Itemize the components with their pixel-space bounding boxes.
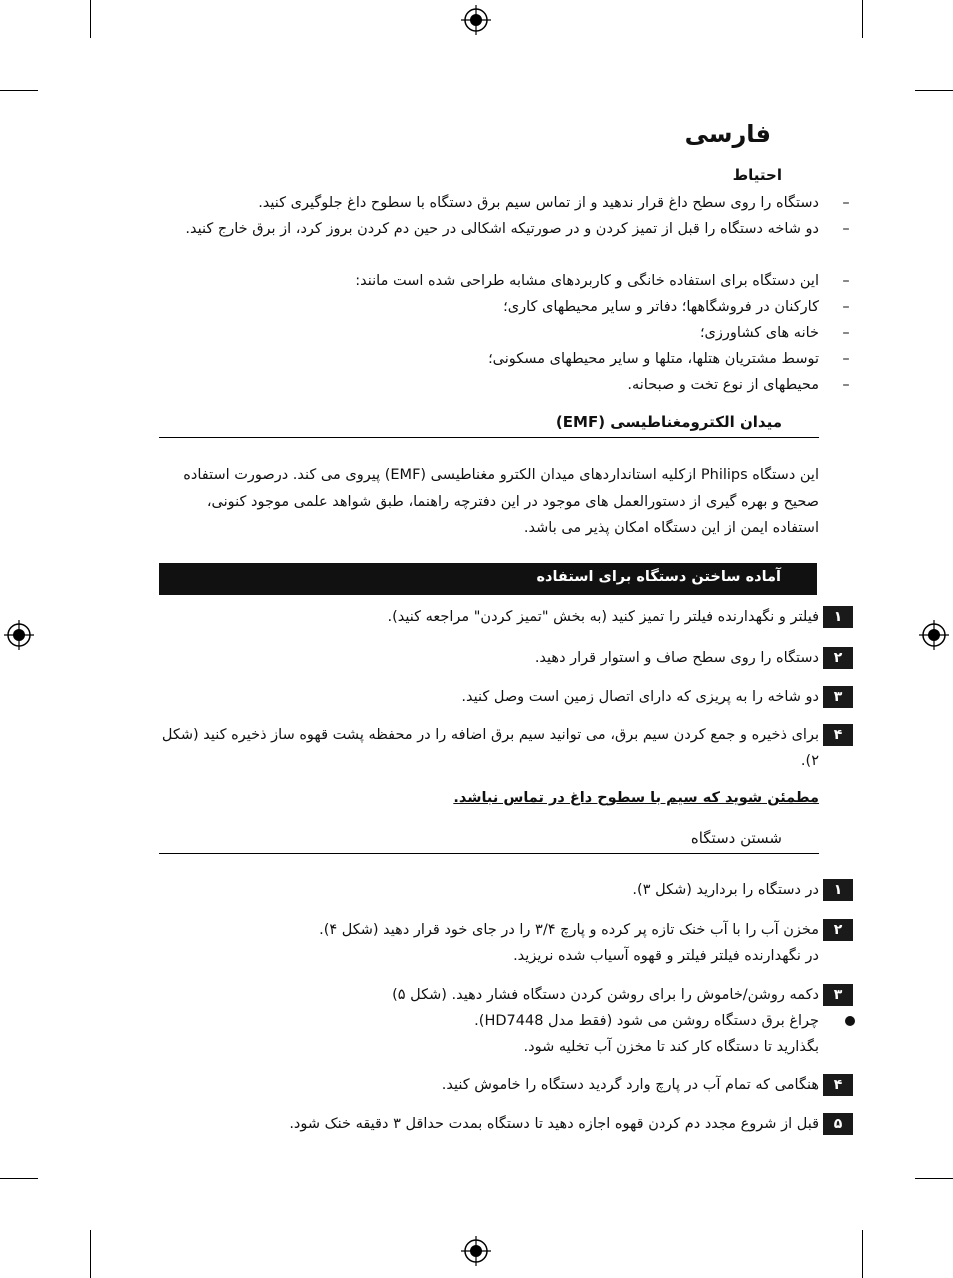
step-item: ۱ در دستگاه را بردارید (شکل ۳). xyxy=(159,877,819,903)
list-item: – خانه های کشاورزی؛ xyxy=(699,325,850,341)
crop-mark xyxy=(90,0,91,38)
step-number: ۳ xyxy=(823,984,853,1006)
step-item: ۲ مخزن آب را با آب خنک تازه پر کرده و پارچ ۳/۴ را در جای خود قرار دهید (شکل ۴). در نگهدارنده فیلتر فیلتر و قهوه آسیاب شده نریزید. xyxy=(159,917,819,969)
step-number: ۲ xyxy=(823,647,853,669)
bullet-icon xyxy=(845,1016,855,1026)
crop-mark xyxy=(0,90,38,91)
step-number: ۱ xyxy=(823,606,853,628)
divider xyxy=(159,437,819,438)
step-number: ۴ xyxy=(823,1074,853,1096)
step-item: ۴ هنگامی که تمام آب در پارچ وارد گردید دستگاه را خاموش کنید. xyxy=(159,1072,819,1098)
step-item: ۳ دو شاخه را به پریزی که دارای اتصال زمین است وصل کنید. xyxy=(159,684,819,710)
step-item: ۳ دکمه روشن/خاموش را برای روشن کردن دستگاه فشار دهید. (شکل ۵) چراغ برق دستگاه روشن می شود (فقط مدل HD7448). بگذارید تا دستگاه کار کند تا مخزن آب تخلیه شود. xyxy=(159,982,819,1060)
list-item: – این دستگاه برای استفاده خانگی و کاربردهای مشابه طراحی شده است مانند: xyxy=(355,273,850,289)
step-number: ۳ xyxy=(823,686,853,708)
step-item: ۴ برای ذخیره و جمع کردن سیم برق، می توانید سیم برق اضافه را در محفظه پشت قهوه ساز ذخیره کنید (شکل ۲). xyxy=(159,722,819,774)
registration-mark-icon xyxy=(461,5,491,35)
step-number: ۴ xyxy=(823,724,853,746)
crop-mark xyxy=(90,1230,91,1278)
step-item: ۲ دستگاه را روی سطح صاف و استوار قرار دهید. xyxy=(159,645,819,671)
precautions-heading: احتیاط xyxy=(732,166,782,184)
divider xyxy=(159,853,819,854)
rinsing-heading: شستن دستگاه xyxy=(690,829,782,847)
preparing-heading: آماده ساختن دستگاه برای استفاده xyxy=(536,569,781,585)
list-item: – کارکنان در فروشگاهها؛ دفاتر و سایر محیطهای کاری؛ xyxy=(503,299,850,315)
step-item: ۵ قبل از شروع مجدد دم کردن قهوه اجازه دهید تا دستگاه بمدت حداقل ۳ دقیقه خنک شود. xyxy=(159,1111,819,1137)
list-item: – توسط مشتریان هتلها، متلها و سایر محیطهای مسکونی؛ xyxy=(488,351,850,367)
page-title: فارسی xyxy=(684,120,771,148)
step-number: ۵ xyxy=(823,1113,853,1135)
note-text: مطمئن شوید که سیم با سطوح داغ در تماس نباشد. xyxy=(453,790,819,806)
crop-mark xyxy=(0,1178,38,1179)
list-item: – محیطهای از نوع تخت و صبحانه. xyxy=(627,377,850,393)
step-number: ۲ xyxy=(823,919,853,941)
section-header-bar xyxy=(159,563,817,595)
emf-heading: میدان الکترومغناطیسی (EMF) xyxy=(555,413,782,431)
crop-mark xyxy=(862,1230,863,1278)
bullet-line: چراغ برق دستگاه روشن می شود (فقط مدل HD7448). xyxy=(159,1008,819,1034)
emf-paragraph: این دستگاه Philips ازکلیه استانداردهای میدان الکترو مغناطیسی (EMF) پیروی می کند. درصورت استفاده صحیح و بهره گیری از دستورالعمل های موجود در این دفترچه راهنما، طبق شواهد علمی موجود کنونی، استفاده ایمن از این دستگاه امکان پذیر می باشد. xyxy=(183,467,819,536)
crop-mark xyxy=(862,0,863,38)
step-item: ۱ فیلتر و نگهدارنده فیلتر را تمیز کنید (به بخش "تمیز کردن" مراجعه کنید). xyxy=(159,604,819,630)
registration-mark-icon xyxy=(4,620,34,650)
registration-mark-icon xyxy=(461,1236,491,1266)
list-item: – دستگاه را روی سطح داغ قرار ندهید و از تماس سیم برق دستگاه با سطوح داغ جلوگیری کنید. xyxy=(258,195,850,211)
list-item: – دو شاخه دستگاه را قبل از تمیز کردن و در صورتیکه اشکالی در حین دم کردن بروز کرد، از برق خارج کنید. xyxy=(185,221,850,237)
step-number: ۱ xyxy=(823,879,853,901)
crop-mark xyxy=(915,90,953,91)
crop-mark xyxy=(915,1178,953,1179)
registration-mark-icon xyxy=(919,620,949,650)
